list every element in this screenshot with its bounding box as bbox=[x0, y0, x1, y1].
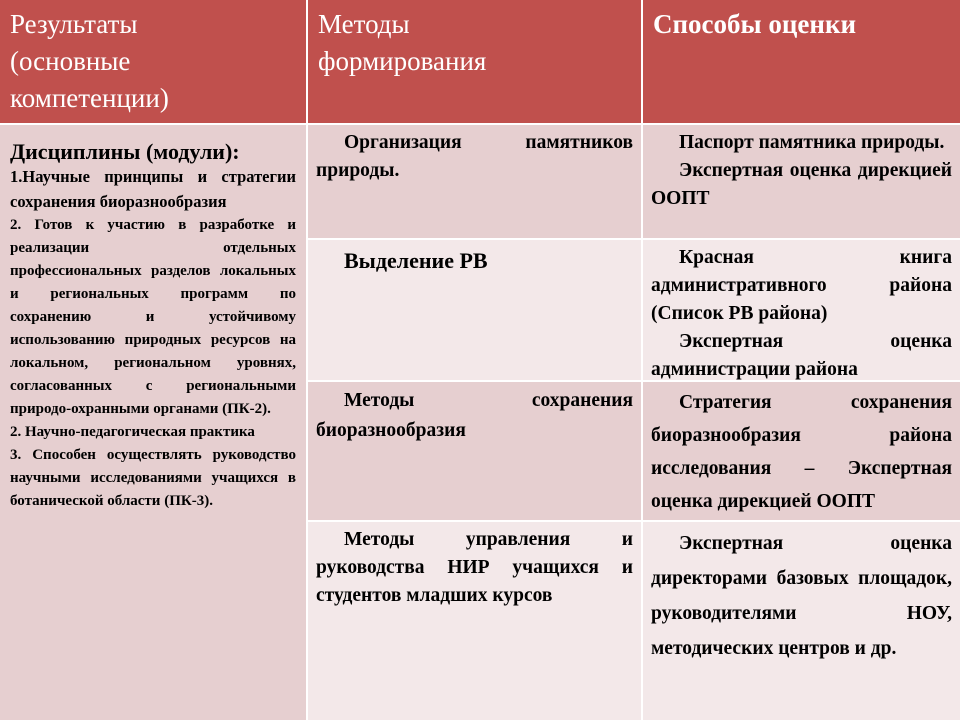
disciplines-title: Дисциплины (модули): bbox=[10, 139, 240, 164]
discipline-item-2: 2. Научно-педагогическая практика bbox=[10, 424, 255, 440]
row-2-assessment-1: Красная книга административного района (Список РВ района) bbox=[651, 247, 952, 324]
row-3-method-text: Методы сохранения биоразнообразия bbox=[316, 390, 633, 441]
row-1-assessment-1: Паспорт памятника природы. bbox=[679, 132, 945, 153]
header-results-line-3: компетенции) bbox=[10, 83, 169, 113]
row-1-assessment bbox=[643, 125, 960, 238]
row-4-method-text: Методы управления и руководства НИР учащихся и студентов младших курсов bbox=[316, 529, 633, 606]
row-3-assessment-1: Стратегия сохранения биоразнообразия района исследования – Экспертная оценка дирекцией ООПТ bbox=[651, 392, 952, 512]
header-assessment bbox=[643, 0, 960, 123]
row-1-method bbox=[308, 125, 641, 238]
row-2-method-text: Выделение РВ bbox=[344, 248, 488, 273]
disciplines-cell bbox=[0, 125, 306, 720]
row-1-method-text: Организация памятников природы. bbox=[316, 132, 633, 181]
header-results bbox=[0, 0, 306, 123]
header-methods-line-2: формирования bbox=[318, 46, 487, 76]
competency-pk2: 2. Готов к участию в разработке и реализации отдельных профессиональных разделов локальных и региональных программ по сохранению и устойчивому использованию природных ресурсов на локальном, региональном уровнях, согласованных с региональными природо-охранными органами (ПК-2). bbox=[10, 217, 296, 417]
competency-pk3: 3. Способен осуществлять руководство научными исследованиями учащихся в ботанической области (ПК-3). bbox=[10, 447, 296, 509]
header-results-line-2: (основные bbox=[10, 46, 131, 76]
header-methods-line-1: Методы bbox=[318, 9, 410, 39]
row-2-method bbox=[308, 240, 641, 380]
row-4-method bbox=[308, 522, 641, 720]
row-4-assessment-1: Экспертная оценка директорами базовых площадок, руководителями НОУ, методических центров и др. bbox=[651, 533, 952, 659]
row-2-assessment bbox=[643, 240, 960, 380]
row-3-assessment bbox=[643, 382, 960, 520]
header-methods bbox=[308, 0, 641, 123]
row-2-assessment-2: Экспертная оценка администрации района bbox=[651, 331, 952, 380]
row-4-assessment bbox=[643, 522, 960, 720]
header-assessment-line-1: Способы оценки bbox=[653, 9, 857, 39]
row-3-method bbox=[308, 382, 641, 520]
discipline-item-1: 1.Научные принципы и стратегии сохранения биоразнообразия bbox=[10, 167, 296, 211]
row-1-assessment-2: Экспертная оценка дирекцией ООПТ bbox=[651, 160, 952, 209]
header-results-line-1: Результаты bbox=[10, 9, 138, 39]
